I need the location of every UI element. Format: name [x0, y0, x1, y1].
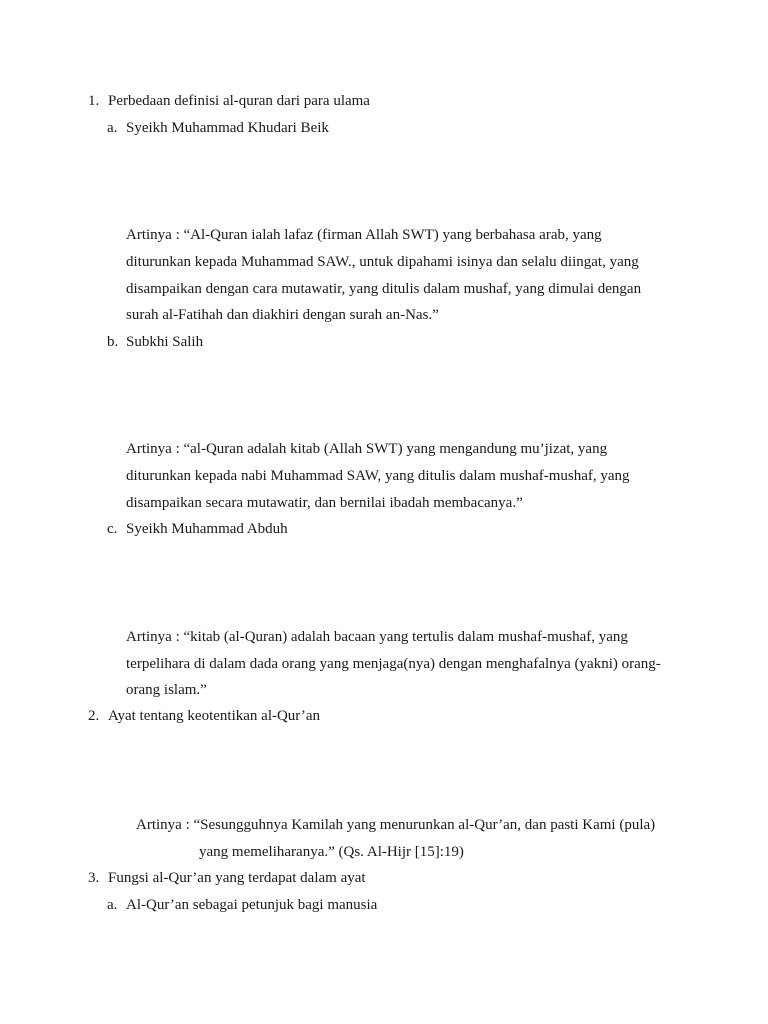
artinya-line: diturunkan kepada Muhammad SAW., untuk dipahami isinya dan selalu diingat, yang [126, 254, 639, 270]
item-number: 1. [88, 93, 100, 109]
sub-letter: c. [107, 521, 118, 537]
sub-title: Al-Qur’an sebagai petunjuk bagi manusia [126, 897, 378, 913]
item-3 [88, 869, 366, 887]
sub-letter: a. [107, 897, 118, 913]
artinya-line: terpelihara di dalam dada orang yang menjaga(nya) dengan menghafalnya (yakni) orang- [126, 656, 661, 672]
sub-letter: a. [107, 120, 118, 136]
item-1 [88, 92, 370, 110]
item-2 [88, 707, 321, 725]
sub-title: Syeikh Muhammad Abduh [126, 521, 288, 537]
sub-item-3a [107, 896, 378, 914]
sub-item-1b [107, 333, 204, 351]
sub-item-1c [107, 520, 288, 538]
item-title: Perbedaan definisi al-quran dari para ulama [108, 93, 370, 109]
artinya-line: surah al-Fatihah dan diakhiri dengan surah an-Nas.” [126, 307, 439, 323]
sub-title: Syeikh Muhammad Khudari Beik [126, 120, 329, 136]
item-title: Ayat tentang keotentikan al-Qur’an [108, 708, 321, 724]
artinya-line: disampaikan dengan cara mutawatir, yang ditulis dalam mushaf, yang dimulai dengan [126, 281, 642, 297]
sub-letter: b. [107, 334, 119, 350]
item-title: Fungsi al-Qur’an yang terdapat dalam ayat [108, 870, 366, 886]
artinya-line: orang islam.” [126, 682, 207, 698]
artinya-line: diturunkan kepada nabi Muhammad SAW, yang ditulis dalam mushaf-mushaf, yang [126, 468, 630, 484]
artinya-line: Artinya : “kitab (al-Quran) adalah bacaan yang tertulis dalam mushaf-mushaf, yang [126, 629, 628, 645]
item-number: 3. [88, 870, 100, 886]
artinya-line: disampaikan secara mutawatir, dan bernilai ibadah membacanya.” [126, 495, 523, 511]
artinya-line: Artinya : “Sesungguhnya Kamilah yang menurunkan al-Qur’an, dan pasti Kami (pula) [136, 817, 656, 833]
sub-title: Subkhi Salih [126, 334, 204, 350]
item-number: 2. [88, 708, 100, 724]
sub-item-1a [107, 119, 329, 137]
artinya-line: Artinya : “al-Quran adalah kitab (Allah SWT) yang mengandung mu’jizat, yang [126, 441, 608, 457]
artinya-line: Artinya : “Al-Quran ialah lafaz (firman Allah SWT) yang berbahasa arab, yang [126, 227, 602, 243]
artinya-line: yang memeliharanya.” (Qs. Al-Hijr [15]:19) [199, 844, 464, 860]
